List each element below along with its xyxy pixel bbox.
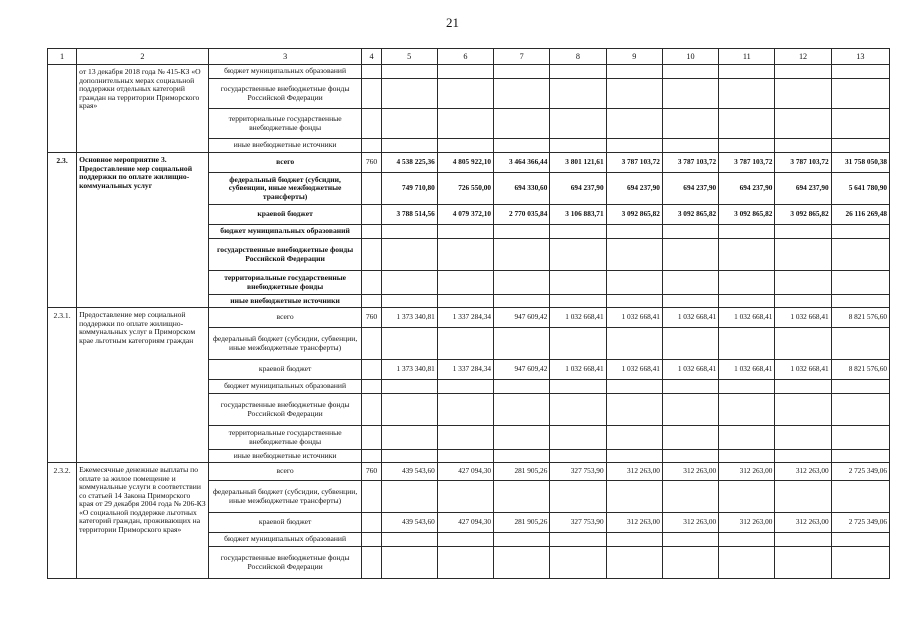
amount-cell xyxy=(437,79,493,109)
amount-cell xyxy=(437,139,493,153)
amount-cell xyxy=(550,328,606,360)
amount-cell xyxy=(775,328,831,360)
funding-source: бюджет муниципальных образований xyxy=(208,65,362,79)
header-cell: 7 xyxy=(494,49,550,65)
amount-cell: 1 373 340,81 xyxy=(381,308,437,328)
amount-cell xyxy=(606,139,662,153)
amount-cell: 1 373 340,81 xyxy=(381,360,437,380)
amount-cell xyxy=(437,533,493,547)
amount-cell xyxy=(381,225,437,239)
amount-cell xyxy=(775,380,831,394)
funding-source: иные внебюджетные источники xyxy=(208,450,362,463)
amount-cell xyxy=(719,139,775,153)
amount-cell: 3 801 121,61 xyxy=(550,153,606,173)
amount-cell: 749 710,80 xyxy=(381,173,437,205)
amount-cell xyxy=(719,79,775,109)
item-code: 2.3.1. xyxy=(48,308,77,463)
amount-cell xyxy=(494,65,550,79)
amount-cell: 327 753,90 xyxy=(550,463,606,481)
amount-cell: 2 725 349,06 xyxy=(831,513,889,533)
funding-source: бюджет муниципальных образований xyxy=(208,533,362,547)
amount-cell: 1 032 668,41 xyxy=(606,360,662,380)
table-row xyxy=(48,153,890,173)
administrator-code xyxy=(362,271,381,295)
header-cell: 9 xyxy=(606,49,662,65)
funding-source: иные внебюджетные источники xyxy=(208,139,362,153)
funding-source: государственные внебюджетные фонды Российской Федерации xyxy=(208,79,362,109)
amount-cell: 1 032 668,41 xyxy=(550,360,606,380)
amount-cell xyxy=(381,380,437,394)
amount-cell xyxy=(550,109,606,139)
funding-source: всего xyxy=(208,308,362,328)
amount-cell: 2 725 349,06 xyxy=(831,463,889,481)
funding-source: государственные внебюджетные фонды Российской Федерации xyxy=(208,239,362,271)
amount-cell xyxy=(494,450,550,463)
amount-cell xyxy=(494,481,550,513)
amount-cell xyxy=(662,79,718,109)
amount-cell xyxy=(606,109,662,139)
amount-cell: 3 787 103,72 xyxy=(775,153,831,173)
amount-cell xyxy=(550,547,606,579)
amount-cell xyxy=(831,109,889,139)
funding-source: краевой бюджет xyxy=(208,513,362,533)
funding-source: федеральный бюджет (субсидии, субвенции, иные межбюджетные трансферты) xyxy=(208,173,362,205)
amount-cell xyxy=(437,481,493,513)
amount-cell: 439 543,60 xyxy=(381,513,437,533)
amount-cell xyxy=(831,328,889,360)
amount-cell: 8 821 576,60 xyxy=(831,308,889,328)
header-cell: 3 xyxy=(208,49,362,65)
amount-cell: 26 116 269,48 xyxy=(831,205,889,225)
amount-cell xyxy=(381,394,437,426)
amount-cell: 427 094,30 xyxy=(437,513,493,533)
amount-cell xyxy=(719,450,775,463)
amount-cell xyxy=(494,380,550,394)
amount-cell xyxy=(437,239,493,271)
amount-cell: 3 092 865,82 xyxy=(719,205,775,225)
amount-cell xyxy=(775,79,831,109)
amount-cell xyxy=(831,426,889,450)
amount-cell xyxy=(775,225,831,239)
amount-cell xyxy=(606,394,662,426)
header-cell: 1 xyxy=(48,49,77,65)
amount-cell xyxy=(719,271,775,295)
amount-cell: 312 263,00 xyxy=(606,513,662,533)
amount-cell xyxy=(381,450,437,463)
amount-cell xyxy=(662,380,718,394)
amount-cell xyxy=(550,271,606,295)
amount-cell xyxy=(494,295,550,308)
administrator-code xyxy=(362,109,381,139)
administrator-code xyxy=(362,79,381,109)
administrator-code xyxy=(362,225,381,239)
amount-cell: 694 237,90 xyxy=(719,173,775,205)
funding-source: федеральный бюджет (субсидии, субвенции, иные межбюджетные трансферты) xyxy=(208,328,362,360)
administrator-code xyxy=(362,533,381,547)
amount-cell xyxy=(831,239,889,271)
amount-cell: 31 758 050,38 xyxy=(831,153,889,173)
amount-cell xyxy=(550,65,606,79)
amount-cell xyxy=(719,239,775,271)
amount-cell xyxy=(606,79,662,109)
item-name: Предоставление мер социальной поддержки по оплате жилищно-коммунальных услуг в Приморском крае льготным категориям граждан xyxy=(77,308,209,463)
amount-cell xyxy=(719,533,775,547)
amount-cell xyxy=(662,109,718,139)
amount-cell: 3 092 865,82 xyxy=(662,205,718,225)
amount-cell: 3 787 103,72 xyxy=(662,153,718,173)
amount-cell xyxy=(494,328,550,360)
amount-cell xyxy=(719,295,775,308)
amount-cell: 3 106 883,71 xyxy=(550,205,606,225)
administrator-code xyxy=(362,360,381,380)
item-name: от 13 декабря 2018 года № 415-КЗ «О дополнительных мерах социальной поддержки отдельных категорий граждан на территории Приморского края» xyxy=(77,65,209,153)
amount-cell: 694 330,60 xyxy=(494,173,550,205)
amount-cell: 726 550,00 xyxy=(437,173,493,205)
header-cell: 10 xyxy=(662,49,718,65)
amount-cell xyxy=(775,295,831,308)
header-cell: 11 xyxy=(719,49,775,65)
funding-source: иные внебюджетные источники xyxy=(208,295,362,308)
administrator-code: 760 xyxy=(362,463,381,481)
amount-cell xyxy=(437,394,493,426)
amount-cell xyxy=(831,65,889,79)
funding-source: бюджет муниципальных образований xyxy=(208,380,362,394)
administrator-code xyxy=(362,380,381,394)
administrator-code xyxy=(362,328,381,360)
amount-cell: 694 237,90 xyxy=(775,173,831,205)
amount-cell xyxy=(381,109,437,139)
funding-source: территориальные государственные внебюджетные фонды xyxy=(208,109,362,139)
amount-cell: 312 263,00 xyxy=(775,513,831,533)
amount-cell xyxy=(831,380,889,394)
administrator-code: 760 xyxy=(362,153,381,173)
amount-cell xyxy=(550,79,606,109)
amount-cell: 2 770 035,84 xyxy=(494,205,550,225)
amount-cell xyxy=(494,547,550,579)
amount-cell: 281 905,26 xyxy=(494,463,550,481)
amount-cell xyxy=(662,271,718,295)
header-cell: 6 xyxy=(437,49,493,65)
amount-cell xyxy=(494,394,550,426)
amount-cell xyxy=(775,239,831,271)
amount-cell: 1 337 284,34 xyxy=(437,360,493,380)
amount-cell xyxy=(437,295,493,308)
amount-cell xyxy=(550,225,606,239)
amount-cell xyxy=(606,328,662,360)
administrator-code xyxy=(362,426,381,450)
amount-cell xyxy=(831,450,889,463)
amount-cell xyxy=(550,450,606,463)
administrator-code: 760 xyxy=(362,308,381,328)
amount-cell xyxy=(437,547,493,579)
amount-cell xyxy=(831,533,889,547)
table-row xyxy=(48,463,890,481)
amount-cell: 312 263,00 xyxy=(662,463,718,481)
amount-cell xyxy=(494,239,550,271)
amount-cell xyxy=(775,271,831,295)
amount-cell xyxy=(775,533,831,547)
amount-cell xyxy=(494,271,550,295)
amount-cell xyxy=(719,426,775,450)
amount-cell: 439 543,60 xyxy=(381,463,437,481)
amount-cell xyxy=(662,239,718,271)
administrator-code xyxy=(362,394,381,426)
amount-cell xyxy=(831,79,889,109)
amount-cell xyxy=(775,65,831,79)
header-cell: 2 xyxy=(77,49,209,65)
amount-cell xyxy=(719,481,775,513)
administrator-code xyxy=(362,205,381,225)
amount-cell: 694 237,90 xyxy=(550,173,606,205)
administrator-code xyxy=(362,450,381,463)
amount-cell xyxy=(606,533,662,547)
amount-cell xyxy=(437,328,493,360)
amount-cell xyxy=(606,295,662,308)
amount-cell xyxy=(775,109,831,139)
amount-cell xyxy=(437,426,493,450)
amount-cell xyxy=(662,450,718,463)
funding-source: бюджет муниципальных образований xyxy=(208,225,362,239)
amount-cell: 4 538 225,36 xyxy=(381,153,437,173)
amount-cell: 1 032 668,41 xyxy=(775,360,831,380)
amount-cell xyxy=(494,533,550,547)
funding-source: всего xyxy=(208,153,362,173)
amount-cell xyxy=(662,295,718,308)
amount-cell: 3 788 514,56 xyxy=(381,205,437,225)
amount-cell xyxy=(606,239,662,271)
amount-cell xyxy=(606,225,662,239)
header-cell: 13 xyxy=(831,49,889,65)
amount-cell xyxy=(494,426,550,450)
amount-cell xyxy=(437,109,493,139)
amount-cell xyxy=(662,533,718,547)
amount-cell xyxy=(494,139,550,153)
amount-cell xyxy=(831,271,889,295)
amount-cell: 1 032 668,41 xyxy=(662,360,718,380)
amount-cell: 312 263,00 xyxy=(662,513,718,533)
item-name: Основное мероприятие 3. Предоставление мер социальной поддержки по оплате жилищно-коммунальных услуг xyxy=(77,153,209,308)
amount-cell: 281 905,26 xyxy=(494,513,550,533)
item-code xyxy=(48,65,77,153)
administrator-code xyxy=(362,295,381,308)
amount-cell: 3 464 366,44 xyxy=(494,153,550,173)
budget-table xyxy=(47,48,890,579)
amount-cell xyxy=(662,225,718,239)
item-code: 2.3. xyxy=(48,153,77,308)
administrator-code xyxy=(362,173,381,205)
amount-cell xyxy=(381,139,437,153)
amount-cell xyxy=(662,328,718,360)
amount-cell: 8 821 576,60 xyxy=(831,360,889,380)
amount-cell xyxy=(775,481,831,513)
header-cell: 5 xyxy=(381,49,437,65)
funding-source: территориальные государственные внебюджетные фонды xyxy=(208,426,362,450)
administrator-code xyxy=(362,547,381,579)
amount-cell: 312 263,00 xyxy=(719,463,775,481)
page-number: 21 xyxy=(446,15,459,30)
amount-cell xyxy=(775,547,831,579)
administrator-code xyxy=(362,139,381,153)
funding-source: территориальные государственные внебюджетные фонды xyxy=(208,271,362,295)
amount-cell xyxy=(662,139,718,153)
amount-cell: 3 092 865,82 xyxy=(606,205,662,225)
amount-cell xyxy=(719,225,775,239)
amount-cell xyxy=(381,239,437,271)
amount-cell: 1 032 668,41 xyxy=(719,360,775,380)
amount-cell xyxy=(831,394,889,426)
amount-cell xyxy=(719,380,775,394)
amount-cell xyxy=(831,547,889,579)
amount-cell xyxy=(550,426,606,450)
amount-cell: 947 609,42 xyxy=(494,360,550,380)
funding-source: краевой бюджет xyxy=(208,205,362,225)
funding-source: федеральный бюджет (субсидии, субвенции, иные межбюджетные трансферты) xyxy=(208,481,362,513)
amount-cell: 1 032 668,41 xyxy=(662,308,718,328)
funding-source: государственные внебюджетные фонды Российской Федерации xyxy=(208,394,362,426)
amount-cell xyxy=(719,109,775,139)
amount-cell: 3 787 103,72 xyxy=(606,153,662,173)
amount-cell xyxy=(550,239,606,271)
amount-cell: 327 753,90 xyxy=(550,513,606,533)
amount-cell xyxy=(606,450,662,463)
amount-cell: 1 032 668,41 xyxy=(775,308,831,328)
amount-cell: 312 263,00 xyxy=(719,513,775,533)
amount-cell xyxy=(606,426,662,450)
amount-cell: 694 237,90 xyxy=(662,173,718,205)
administrator-code xyxy=(362,239,381,271)
amount-cell: 4 805 922,10 xyxy=(437,153,493,173)
amount-cell: 694 237,90 xyxy=(606,173,662,205)
amount-cell xyxy=(381,65,437,79)
amount-cell: 1 337 284,34 xyxy=(437,308,493,328)
amount-cell xyxy=(381,295,437,308)
amount-cell xyxy=(494,109,550,139)
amount-cell xyxy=(437,450,493,463)
table-row xyxy=(48,65,890,79)
amount-cell xyxy=(494,79,550,109)
amount-cell: 947 609,42 xyxy=(494,308,550,328)
amount-cell xyxy=(381,271,437,295)
amount-cell xyxy=(550,533,606,547)
amount-cell xyxy=(831,295,889,308)
administrator-code xyxy=(362,481,381,513)
amount-cell: 4 079 372,10 xyxy=(437,205,493,225)
amount-cell: 312 263,00 xyxy=(775,463,831,481)
amount-cell xyxy=(662,426,718,450)
funding-source: государственные внебюджетные фонды Российской Федерации xyxy=(208,547,362,579)
amount-cell: 1 032 668,41 xyxy=(719,308,775,328)
amount-cell xyxy=(381,481,437,513)
amount-cell xyxy=(437,271,493,295)
amount-cell xyxy=(775,139,831,153)
amount-cell xyxy=(550,139,606,153)
amount-cell xyxy=(437,225,493,239)
administrator-code xyxy=(362,65,381,79)
header-row xyxy=(48,49,890,65)
administrator-code xyxy=(362,513,381,533)
header-cell: 12 xyxy=(775,49,831,65)
amount-cell xyxy=(550,380,606,394)
amount-cell xyxy=(381,533,437,547)
amount-cell: 3 787 103,72 xyxy=(719,153,775,173)
amount-cell xyxy=(775,426,831,450)
amount-cell xyxy=(437,380,493,394)
amount-cell xyxy=(775,394,831,426)
amount-cell xyxy=(662,481,718,513)
amount-cell xyxy=(719,547,775,579)
amount-cell: 427 094,30 xyxy=(437,463,493,481)
header-cell: 4 xyxy=(362,49,381,65)
amount-cell xyxy=(606,65,662,79)
amount-cell xyxy=(606,481,662,513)
amount-cell xyxy=(550,481,606,513)
amount-cell: 5 641 780,90 xyxy=(831,173,889,205)
amount-cell xyxy=(662,394,718,426)
item-code: 2.3.2. xyxy=(48,463,77,579)
amount-cell xyxy=(606,547,662,579)
amount-cell xyxy=(662,547,718,579)
amount-cell xyxy=(550,295,606,308)
amount-cell xyxy=(719,328,775,360)
amount-cell xyxy=(550,394,606,426)
amount-cell xyxy=(719,65,775,79)
amount-cell xyxy=(437,65,493,79)
amount-cell: 1 032 668,41 xyxy=(606,308,662,328)
amount-cell: 312 263,00 xyxy=(606,463,662,481)
amount-cell xyxy=(381,426,437,450)
amount-cell xyxy=(831,139,889,153)
funding-source: краевой бюджет xyxy=(208,360,362,380)
amount-cell xyxy=(494,225,550,239)
header-cell: 8 xyxy=(550,49,606,65)
amount-cell xyxy=(381,79,437,109)
amount-cell xyxy=(381,328,437,360)
amount-cell xyxy=(831,481,889,513)
amount-cell xyxy=(775,450,831,463)
table-row xyxy=(48,308,890,328)
amount-cell xyxy=(662,65,718,79)
amount-cell xyxy=(719,394,775,426)
amount-cell xyxy=(606,380,662,394)
amount-cell: 3 092 865,82 xyxy=(775,205,831,225)
amount-cell xyxy=(381,547,437,579)
amount-cell: 1 032 668,41 xyxy=(550,308,606,328)
amount-cell xyxy=(831,225,889,239)
amount-cell xyxy=(606,271,662,295)
item-name: Ежемесячные денежные выплаты по оплате за жилое помещение и коммунальные услуги в соответствии со статьей 14 Закона Приморского края от 29 декабря 2004 года № 206-КЗ «О социальной поддержке льготных категорий граждан, проживающих на территории Приморского края» xyxy=(77,463,209,579)
funding-source: всего xyxy=(208,463,362,481)
